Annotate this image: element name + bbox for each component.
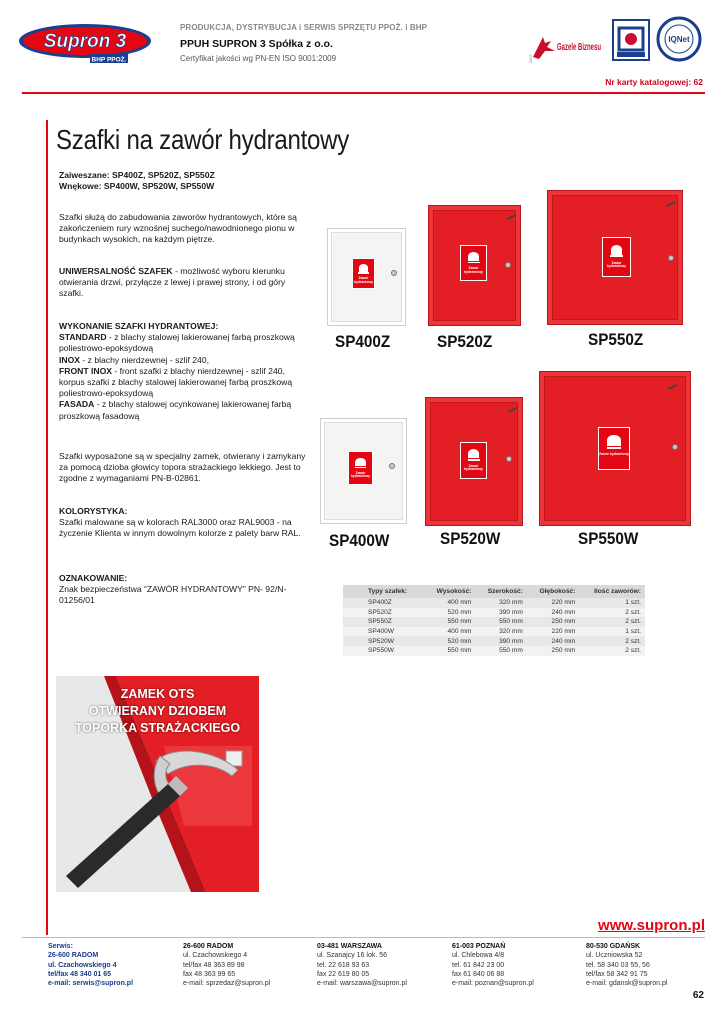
- footer-line: ul. Szanajcy 16 lok. 56: [317, 952, 388, 960]
- table-cell: 320 mm: [475, 598, 527, 608]
- cabinet-sp400z-image: [327, 228, 406, 326]
- label-sp550w: SP550W: [578, 529, 639, 548]
- lock-icon: [389, 463, 395, 469]
- footer-email-link[interactable]: e-mail: gdansk@supron.pl: [586, 980, 668, 988]
- cabinet-sp520z-image: [428, 205, 521, 326]
- lock-axe-photo: [56, 676, 259, 892]
- website-link[interactable]: www.supron.pl: [598, 917, 705, 934]
- table-cell: 2 szt.: [579, 617, 645, 627]
- table-cell: 2 szt.: [579, 608, 645, 618]
- logo-text: Supron 3: [43, 31, 127, 52]
- column-header: Ilość zaworów:: [579, 585, 645, 598]
- table-cell: SP550Z: [343, 617, 424, 627]
- sign-label: Zawór hydrantowy: [463, 266, 484, 274]
- gazele-year: 2007: [528, 54, 533, 63]
- footer-line: ul. Uczniowska 52: [586, 952, 643, 960]
- table-row: [343, 598, 645, 608]
- item-name: FRONT INOX: [59, 365, 112, 376]
- cabinet-sp550z-image: [547, 190, 683, 325]
- table-cell: 400 mm: [424, 627, 475, 637]
- table-row: [343, 608, 645, 618]
- hydrant-sign: [602, 237, 631, 277]
- table-cell: 520 mm: [424, 636, 475, 646]
- table-cell: SP550W: [343, 646, 424, 656]
- construction-section: [59, 321, 309, 422]
- column-header: Wysokość:: [424, 585, 475, 598]
- table-cell: 550 mm: [424, 617, 475, 627]
- cabinet-sp550w-image: [539, 371, 691, 526]
- footer-line: tel/fax 48 340 01 65: [48, 970, 112, 978]
- footer-city: 61-003 POZNAŃ: [452, 943, 506, 950]
- company-name: PPUH SUPRON 3 Spółka z o.o.: [180, 38, 333, 50]
- table-cell: 1 szt.: [579, 627, 645, 637]
- table-cell: 220 mm: [527, 627, 579, 637]
- footer-email-link[interactable]: e-mail: poznan@supron.pl: [452, 980, 534, 988]
- caption-line: TOPORKA STRAŻACKIEGO: [74, 721, 241, 735]
- label-sp400z: SP400Z: [335, 332, 391, 351]
- label-sp520z: SP520Z: [437, 332, 493, 351]
- quality-cert-icon: [611, 18, 651, 62]
- caption-line: OTWIERANY DZIOBEM: [88, 704, 227, 718]
- footer-col-gdansk: [586, 942, 711, 988]
- footer-line: 26-600 RADOM: [48, 952, 99, 960]
- footer-line: fax 61 840 06 88: [452, 970, 505, 978]
- item-name: STANDARD: [59, 332, 107, 343]
- table-cell: 550 mm: [475, 646, 527, 656]
- page-title: Szafki na zawór hydrantowy: [56, 124, 350, 155]
- item-text: - z blachy stalowej ocynkowanej lakierowanej farbą proszkową fasadową: [59, 399, 292, 421]
- table-cell: SP520Z: [343, 608, 424, 618]
- sign-label: Zawór hydrantowy: [606, 260, 627, 269]
- model-list: [59, 170, 309, 192]
- marking-heading: OZNAKOWANIE:: [59, 573, 128, 583]
- lock-icon: [668, 255, 674, 261]
- hanging-models: Zaiweszane: SP400Z, SP520Z, SP550Z: [59, 170, 215, 180]
- universal-text: - możliwość wyboru kierunku otwierania drzwi, przyłącze z lewej i prawej strony, i od góry szafki.: [59, 266, 286, 299]
- colors-text: Szafki malowane są w kolorach RAL3000 oraz RAL9003 - na życzenie Klienta w innym dowolnym kolorze z palety barw RAL.: [59, 517, 301, 539]
- table-cell: 2 szt.: [579, 646, 645, 656]
- hydrant-sign: [352, 258, 375, 289]
- header-divider: [22, 92, 705, 94]
- footer-col-poznan: [452, 942, 577, 988]
- construction-heading: WYKONANIE SZAFKI HYDRANTOWEJ:: [59, 321, 219, 331]
- table-row: [343, 627, 645, 637]
- lock-icon: [505, 262, 511, 268]
- universal-heading: UNIWERSALNOŚĆ SZAFEK: [59, 266, 173, 276]
- table-cell: 250 mm: [527, 617, 579, 627]
- footer-line: fax 48 363 99 65: [183, 970, 236, 978]
- table-cell: 550 mm: [424, 646, 475, 656]
- lock-icon: [672, 444, 678, 450]
- table-cell: 240 mm: [527, 636, 579, 646]
- hydrant-sign: [598, 427, 630, 470]
- cabinet-sp520w-image: [425, 397, 523, 526]
- footer-city: 80-530 GDAŃSK: [586, 943, 641, 950]
- iqnet-text: IQNet: [668, 35, 690, 44]
- footer-line: tel. 61 842 23 00: [452, 961, 505, 969]
- gazele-biznesu-badge: [525, 33, 603, 65]
- label-sp520w: SP520W: [440, 529, 501, 548]
- column-header: Typy szafek:: [343, 585, 424, 598]
- table-cell: 250 mm: [527, 646, 579, 656]
- label-sp400w: SP400W: [329, 531, 390, 550]
- hydrant-sign: [460, 245, 487, 281]
- footer-line: tel. 22 618 93 63: [317, 961, 370, 969]
- construction-item-inox: [59, 355, 309, 366]
- lock-mark-icon: [668, 384, 677, 390]
- iqnet-cert-icon: [656, 16, 702, 62]
- table-cell: 320 mm: [475, 627, 527, 637]
- intro-text: Szafki służą do zabudowania zaworów hydrantowych, które są zakończeniem rury wznośnej suchego/nawodnionego pionu w budynkach wysokich, na każdym piętrze.: [59, 212, 297, 245]
- sign-label: Zawór hydrantowy: [350, 470, 371, 479]
- table-cell: 1 szt.: [579, 598, 645, 608]
- recessed-models: Wnękowe: SP400W, SP520W, SP550W: [59, 181, 215, 192]
- table-cell: 2 szt.: [579, 636, 645, 646]
- colors-heading: KOLORYSTYKA:: [59, 506, 128, 516]
- universal-paragraph: [59, 266, 309, 300]
- table-header-row: [343, 585, 645, 598]
- footer-email-link[interactable]: e-mail: sprzedaz@supron.pl: [183, 980, 271, 988]
- table-cell: 390 mm: [475, 636, 527, 646]
- table-cell: 390 mm: [475, 608, 527, 618]
- certificate-note: Certyfikat jakości wg PN-EN ISO 9001:2009: [180, 54, 337, 63]
- footer-email-link[interactable]: e-mail: warszawa@supron.pl: [317, 980, 407, 988]
- footer-line: Serwis:: [48, 943, 73, 950]
- footer-line: fax 22 619 80 05: [317, 970, 370, 978]
- table-cell: 550 mm: [475, 617, 527, 627]
- footer-divider: [22, 937, 705, 938]
- cabinet-sp400w-image: [320, 418, 407, 524]
- footer-col-radom: [183, 942, 308, 988]
- lock-mark-icon: [666, 201, 675, 207]
- footer-line: tel/fax 58 342 91 75: [586, 970, 648, 978]
- footer-city: 26-600 RADOM: [183, 943, 234, 950]
- table-row: [343, 646, 645, 656]
- footer-col-service: [48, 942, 173, 988]
- column-header: Głębokość:: [527, 585, 579, 598]
- table-cell: 400 mm: [424, 598, 475, 608]
- item-text: - z blachy nierdzewnej - szlif 240,: [80, 354, 209, 365]
- lock-mark-icon: [507, 214, 516, 220]
- item-name: INOX: [59, 354, 81, 365]
- footer-line: tel. 58 340 03 55, 56: [586, 961, 650, 969]
- construction-item-standard: [59, 332, 309, 354]
- specification-table: [343, 585, 645, 656]
- table-row: [343, 636, 645, 646]
- item-text: - front szafki z blachy nierdzewnej - szlif 240, korpus szafki z blachy stalowej lakierowanej farbą proszkową poliestrowo-epoksydową: [59, 365, 293, 399]
- colors-section: [59, 506, 309, 540]
- photo-caption: [56, 686, 259, 737]
- construction-item-front-inox: [59, 366, 309, 400]
- sign-label: Zawór hydrantowy: [463, 463, 484, 472]
- footer-line: tel/fax 48 363 89 98: [183, 961, 245, 969]
- page-number: 62: [692, 990, 704, 1001]
- construction-item-fasada: [59, 399, 309, 421]
- table-cell: SP520W: [343, 636, 424, 646]
- lock-mark-icon: [508, 407, 517, 413]
- label-sp550z: SP550Z: [588, 330, 644, 349]
- gazele-text: Gazele Biznesu: [557, 42, 601, 53]
- footer-col-warszawa: [317, 942, 442, 988]
- logo-subtext: BHP PPOŻ.: [91, 56, 127, 64]
- item-name: FASADA: [59, 399, 95, 410]
- footer-line: ul. Czachowskiego 4: [48, 961, 117, 969]
- hydrant-sign: [460, 442, 487, 479]
- table-cell: SP400W: [343, 627, 424, 637]
- footer-line: ul. Chlebowa 4/8: [452, 952, 505, 960]
- header-tagline: PRODUKCJA, DYSTRYBUCJA i SERWIS SPRZĘTU PPOŻ. i BHP: [180, 23, 428, 32]
- item-text: - z blachy stalowej lakierowanej farbą proszkową poliestrowo-epoksydową: [59, 332, 295, 354]
- sign-label: Zawór hydrantowy: [353, 275, 374, 284]
- lock-icon: [391, 270, 397, 276]
- table-row: [343, 617, 645, 627]
- sign-label: Zawór hydrantowy: [599, 452, 629, 457]
- side-accent-line: [46, 120, 48, 935]
- supron-logo: [18, 22, 153, 64]
- table-cell: 520 mm: [424, 608, 475, 618]
- table-cell: 240 mm: [527, 608, 579, 618]
- catalog-card-number: Nr karty katalogowej: 62: [605, 77, 703, 87]
- table-cell: SP400Z: [343, 598, 424, 608]
- hydrant-sign: [348, 451, 373, 485]
- column-header: Szerokość:: [475, 585, 527, 598]
- table-cell: 220 mm: [527, 598, 579, 608]
- marking-text: Znak bezpieczeństwa “ZAWÓR HYDRANTOWY” PN- 92/N-01256/01: [59, 584, 287, 606]
- lock-text: Szafki wyposażone są w specjalny zamek, otwierany i zamykany za pomocą dzioba głowicy topora strażackiego lekkiego. Jest to zgodne z wymaganiami PN-B-02861.: [59, 451, 306, 484]
- lock-icon: [506, 456, 512, 462]
- marking-section: [59, 573, 309, 607]
- footer-email-link[interactable]: e-mail: serwis@supron.pl: [48, 980, 134, 988]
- footer-line: ul. Czachowskiego 4: [183, 952, 248, 960]
- footer-city: 03-481 WARSZAWA: [317, 943, 382, 950]
- caption-line: ZAMEK OTS: [120, 687, 195, 701]
